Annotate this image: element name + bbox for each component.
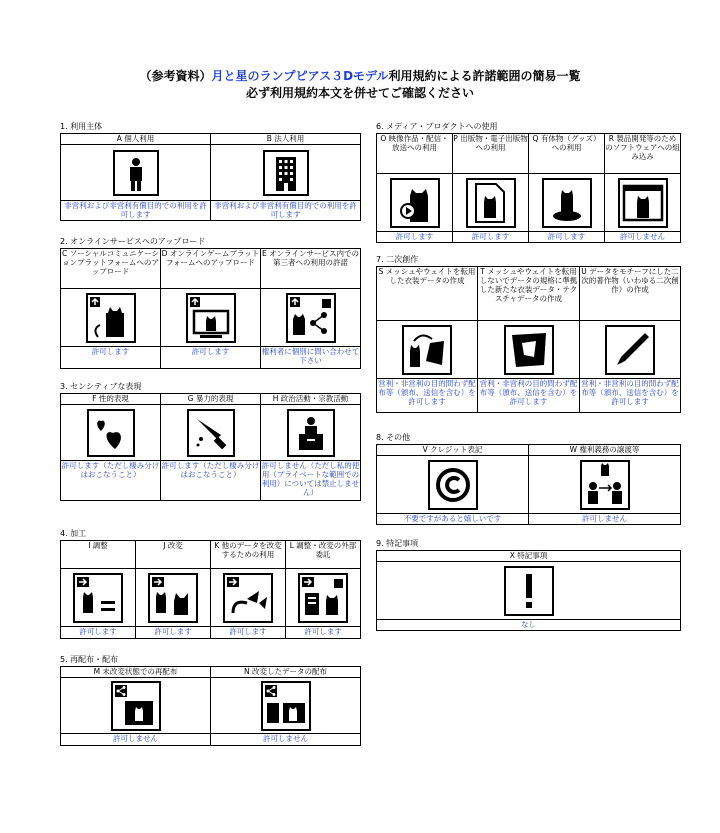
modify-icon [148, 573, 198, 623]
cell-result: 許可します [453, 232, 529, 243]
share-to-users-icon [286, 293, 336, 343]
section-label: 8. その他 [376, 433, 411, 442]
model-name: 月と星のランプピアス３Dモデル [211, 69, 389, 83]
cell-header: P 出版物・電子出版物への利用 [453, 134, 529, 174]
cell-header: I 調整 [61, 541, 136, 569]
cell-header: E オンラインサービス内での第三者への利用の許諾 [261, 249, 361, 289]
video-cat-icon [390, 178, 440, 228]
cell-header: W 権利義務の譲渡等 [529, 445, 681, 456]
cell-header: U データをモチーフにした二次的著作物（いわゆる二次創作）の作成 [580, 267, 681, 321]
cell-result: 許可しません [211, 734, 361, 746]
cell-header: X 特記事項 [377, 551, 681, 562]
section-label: 6. メディア・プロダクトへの使用 [376, 122, 498, 131]
redistribute-icon [111, 681, 161, 731]
section-special-notes [376, 538, 680, 633]
cell-header: T メッシュやウェイトを転用しないでデータの規格に準拠した新たな衣装データ・テクスチャデータの作成 [478, 267, 580, 321]
cell-header: Q 有体物（グッズ）への利用 [529, 134, 605, 174]
cell-header: M 未改変状態での再配布 [61, 667, 211, 678]
knife-icon [187, 409, 235, 457]
exclamation-icon [504, 566, 554, 616]
cell-result: 許可します [61, 347, 161, 369]
cell-header: K 他のデータを改変するための利用 [211, 541, 286, 569]
cell-result: 非営利および非営利有償目的での利用を許可します [61, 201, 211, 221]
section-label: 1. 利用主体 [60, 122, 103, 131]
section-label: 2. オンラインサービスへのアップロード [60, 237, 206, 246]
page-title: （参考資料）月と星のランプピアス３Dモデル利用規約による許諾範囲の簡易一覧 [139, 69, 581, 83]
cell-result: 不要ですがあると嬉しいです [377, 514, 529, 525]
cell-result: 許可します [529, 232, 605, 243]
section-other [376, 432, 680, 532]
figure-cat-icon [542, 178, 592, 228]
cell-header: L 調整・改変の外部委託 [286, 541, 361, 569]
cell-result: 許可します [161, 347, 261, 369]
outsource-icon [298, 573, 348, 623]
cell-header: A 個人利用 [61, 134, 211, 145]
cell-header: O 映像作品・配信・放送への利用 [377, 134, 453, 174]
section-label: 7. 二次創作 [376, 255, 419, 264]
cell-header: H 政治活動・宗教活動 [261, 394, 361, 405]
cell-header: V クレジット表記 [377, 445, 529, 456]
cell-header: R 製品開発等のためのソフトウェアへの組み込み [605, 134, 681, 174]
cell-result: 許可します（ただし棲み分けはおこなうこと） [161, 461, 261, 501]
cell-header: G 暴力的表現 [161, 394, 261, 405]
cell-header: J 改変 [136, 541, 211, 569]
section-label: 4. 加工 [60, 529, 87, 538]
cell-result: 非営利および非営利有償目的での利用を許可します [211, 201, 361, 221]
cell-header: D オンラインゲームプラットフォームへのアップロード [161, 249, 261, 289]
cell-header: F 性的表現 [61, 394, 161, 405]
upload-monitor-cat-icon [186, 293, 236, 343]
section-usage-subject [60, 121, 360, 231]
cell-result: 許可しません [605, 232, 681, 243]
cell-result: 許可しません [529, 514, 681, 525]
section-sensitive [60, 381, 360, 521]
cell-result: 許可しません（ただし私的使用（プライベートな範囲での利用）については禁止しません） [261, 461, 361, 501]
mesh-transfer-icon [402, 325, 452, 375]
section-online-upload [60, 236, 360, 376]
cell-result: 許可します（ただし棲み分けはおこなうこと） [61, 461, 161, 501]
cell-result: 許可しません [61, 734, 211, 746]
cell-result: 権利者に個別に問い合わせて下さい [261, 347, 361, 369]
cell-result: 営利・非営利の目的問わず配布等（頒布、送信を含む）を許可します [580, 379, 681, 413]
cell-header: B 法人利用 [211, 134, 361, 145]
cell-result: 許可します [136, 627, 211, 639]
distribute-modified-icon [261, 681, 311, 731]
cell-header: C ソーシャルコミュニケーションプラットフォームへのアップロード [61, 249, 161, 289]
section-derivative [376, 254, 680, 424]
section-processing [60, 528, 360, 643]
section-label: 9. 特記事項 [376, 539, 419, 548]
document-cat-icon [466, 178, 516, 228]
cell-result: 許可します [377, 232, 453, 243]
copyright-icon [428, 460, 478, 510]
building-icon [263, 150, 309, 196]
page-subtitle: 必ず利用規約本文を併せてご確認ください [245, 86, 474, 100]
pen-icon [605, 325, 655, 375]
adjust-icon [73, 573, 123, 623]
cell-result: 営利・非営利の目的問わず配布等（頒布、送信を含む）を許可します [478, 379, 580, 413]
upload-person-cat-icon [86, 293, 136, 343]
person-icon [113, 150, 159, 196]
new-costume-icon [504, 325, 554, 375]
transfer-rights-icon [580, 460, 630, 510]
cell-result: 許可します [211, 627, 286, 639]
cell-header: S メッシュやウェイトを転用した衣装データの作成 [377, 267, 478, 321]
cell-result: 許可します [286, 627, 361, 639]
hearts-icon [87, 409, 135, 457]
cell-result: 許可します [61, 627, 136, 639]
section-media [376, 121, 680, 246]
software-cat-icon [618, 178, 668, 228]
cell-header: N 改変したデータの配布 [211, 667, 361, 678]
section-label: 3. センシティブな表現 [60, 382, 142, 391]
cell-result: 営利・非営利の目的問わず配布等（頒布、送信を含む）を許可します [377, 379, 478, 413]
podium-icon [287, 409, 335, 457]
cat-bow-icon [223, 573, 273, 623]
cell-result: なし [377, 620, 681, 631]
section-redistribution [60, 654, 360, 749]
section-label: 5. 再配布・配布 [60, 655, 119, 664]
